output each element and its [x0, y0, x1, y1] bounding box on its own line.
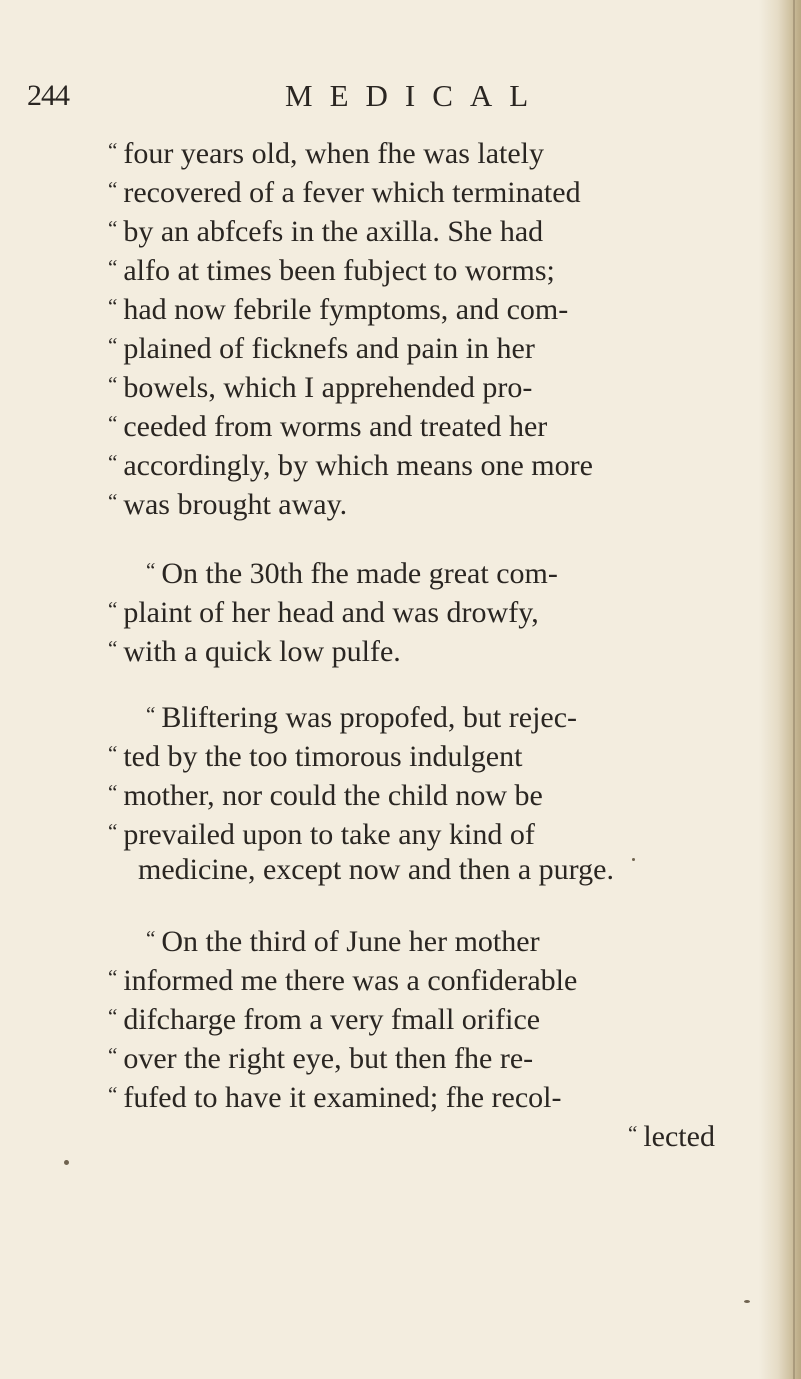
quote-mark: “ — [108, 489, 117, 513]
quote-mark: “ — [108, 294, 117, 318]
quote-mark: “ — [146, 702, 155, 726]
quote-mark: “ — [108, 450, 117, 474]
text-line: “ informed me there was a confiderable — [108, 964, 578, 997]
paper-speck — [632, 858, 635, 861]
text-line: “ four years old, when fhe was lately — [108, 137, 545, 170]
text-line: “ by an abfcefs in the axilla. She had — [108, 215, 544, 248]
quote-mark: “ — [108, 1004, 117, 1028]
quote-mark: “ — [108, 741, 117, 765]
text-line: “ prevailed upon to take any kind of — [108, 818, 535, 851]
paper-speck — [64, 1160, 69, 1165]
text-line: “ Bliftering was propofed, but rejec- — [146, 701, 578, 734]
quote-mark: “ — [146, 926, 155, 950]
quote-mark: “ — [108, 138, 117, 162]
text-line: “ difcharge from a very fmall orifice — [108, 1003, 541, 1036]
text-line: “ accordingly, by which means one more — [108, 449, 593, 482]
page-edge-line — [793, 0, 795, 1379]
text-line: “ bowels, which I apprehended pro- — [108, 371, 533, 404]
quote-mark: “ — [628, 1121, 637, 1145]
page-number: 244 — [27, 79, 69, 112]
text-line: “ ceeded from worms and treated her — [108, 410, 548, 443]
text-line: “ mother, nor could the child now be — [108, 779, 543, 812]
text-line: “ On the 30th fhe made great com- — [146, 557, 558, 590]
text-line: “ ted by the too timorous indulgent — [108, 740, 523, 773]
catchword: “ lected — [628, 1120, 715, 1153]
quote-mark: “ — [108, 411, 117, 435]
quote-mark: “ — [108, 177, 117, 201]
paper-speck — [744, 1300, 750, 1303]
quote-mark: “ — [108, 1082, 117, 1106]
quote-mark: “ — [108, 372, 117, 396]
quote-mark: “ — [108, 1043, 117, 1067]
text-line: “ alfo at times been fubject to worms; — [108, 254, 555, 287]
text-line: “ over the right eye, but then fhe re- — [108, 1042, 534, 1075]
text-line: “ plained of ficknefs and pain in her — [108, 332, 535, 365]
quote-mark: “ — [108, 636, 117, 660]
quote-mark: “ — [146, 558, 155, 582]
running-head: MEDICAL — [285, 78, 546, 113]
text-line: “ plaint of her head and was drowfy, — [108, 596, 539, 629]
text-line: “ On the third of June her mother — [146, 925, 540, 958]
text-line: “ was brought away. — [108, 488, 348, 521]
quote-mark: “ — [108, 597, 117, 621]
text-line: “ had now febrile fymptoms, and com- — [108, 293, 569, 326]
quote-mark: “ — [108, 216, 117, 240]
quote-mark: “ — [108, 819, 117, 843]
text-line: medicine, except now and then a purge. — [138, 853, 614, 886]
quote-mark: “ — [108, 965, 117, 989]
text-line: “ fufed to have it examined; fhe recol- — [108, 1081, 562, 1114]
text-line: “ recovered of a fever which terminated — [108, 176, 581, 209]
quote-mark: “ — [108, 255, 117, 279]
quote-mark: “ — [108, 333, 117, 357]
text-line: “ with a quick low pulfe. — [108, 635, 401, 668]
quote-mark: “ — [108, 780, 117, 804]
